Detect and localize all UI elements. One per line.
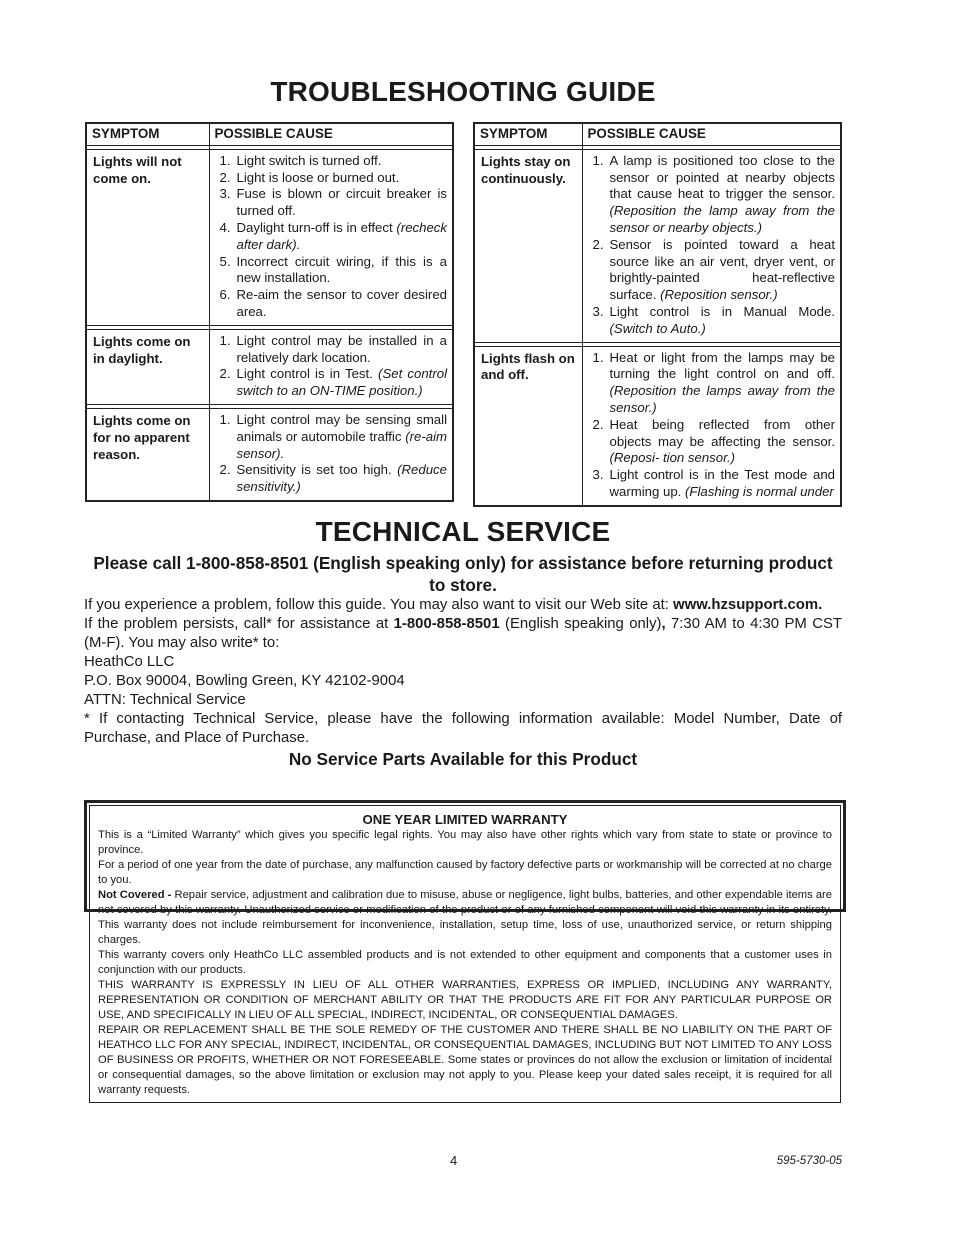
- cause-number: 2.: [219, 169, 231, 185]
- cause-number: 6.: [219, 287, 231, 303]
- cause-text-wrap: [610, 350, 836, 417]
- symptom-cell: Lights come on in daylight.: [86, 329, 209, 404]
- cause-text: Light control is in Manual Mode.: [609, 303, 835, 319]
- table-row: [86, 408, 453, 500]
- warranty-paragraph-5: THIS WARRANTY IS EXPRESSLY IN LIEU OF ALL OTHER WARRANTIES, EXPRESS OR IMPLIED, INCLUDING ANY WARRANTY, REPRESENTATION OR CONDITION OF MERCHANT ABILITY OR THAT THE PRODUCTS ARE FIT FOR ANY PARTICULAR PURPOSE OR USE, AND SPECIFICALLY IN LIEU OF ALL SPECIAL, INDIRECT, INCIDENTAL, OR CONSEQUENTIAL DAMAGES.: [98, 979, 832, 1021]
- list-item: [588, 417, 836, 467]
- phone-hours: 7:30 AM to 4:30 PM CST (M-F). You may also write* to:: [84, 616, 842, 651]
- technical-service-title: TECHNICAL SERVICE: [315, 516, 611, 547]
- list-item: [215, 462, 448, 496]
- cause-text: Heat or light from the lamps may be turning the light control on and off.: [609, 349, 835, 382]
- cause-number: 1.: [219, 411, 231, 427]
- cause-text: Incorrect circuit wiring, if this is a new installation.: [236, 253, 447, 286]
- cause-remedy-note: (Reposition sensor.): [660, 287, 778, 303]
- liability-text: REPAIR OR REPLACEMENT SHALL BE THE SOLE REMEDY OF THE CUSTOMER AND THERE SHALL BE NO LIABILITY ON THE PART OF HEATHCO LLC FOR ANY SPECIAL, INDIRECT, INCIDENTAL, OR CONSEQUENTIAL DAMAGES, INCLUDING BUT NOT LIMITED TO ANY LOSS OF BUSINESS OR PROFITS, WHETHER OR NOT FORESEEABLE.: [98, 1024, 832, 1066]
- list-item: [215, 287, 448, 321]
- cause-list: [215, 333, 448, 400]
- footnote: * If contacting Technical Service, please have the following information available: Model Number, Date of Purchase, and Place of Purchase.: [84, 711, 842, 746]
- cause-text: A lamp is positioned too close to the sensor or pointed at nearby objects that cause heat to trigger the sensor.: [609, 152, 835, 202]
- troubleshooting-title: TROUBLESHOOTING GUIDE: [270, 76, 656, 107]
- warranty-paragraph-2: For a period of one year from the date of purchase, any malfunction caused by factory defective parts or workmanship will be corrected at no charge to you.: [98, 859, 832, 886]
- cause-text-wrap: [237, 412, 448, 462]
- cause-text-wrap: [610, 467, 836, 501]
- cause-text: Heat being reflected from other objects may be affecting the sensor.: [609, 416, 835, 449]
- cause-remedy-note: (Flashing is normal under: [685, 483, 834, 499]
- page-number: 4: [450, 1153, 458, 1168]
- cause-text: Fuse is blown or circuit breaker is turned off.: [236, 186, 447, 219]
- phone-intro: If the problem persists, call* for assistance at: [84, 616, 394, 632]
- cause-number: 2.: [592, 416, 604, 432]
- cause-cell: [209, 329, 453, 404]
- list-item: [588, 304, 836, 338]
- list-item: [215, 186, 448, 220]
- troubleshooting-table-right: [473, 122, 842, 507]
- support-callout: Please call 1-800-858-8501 (English speaking only) for assistance before returning product to store.: [93, 553, 833, 595]
- possible-cause-header: POSSIBLE CAUSE: [209, 123, 453, 145]
- no-service-parts-note: No Service Parts Available for this Product: [288, 749, 638, 769]
- cause-text: Re-aim the sensor to cover desired area.: [236, 287, 447, 319]
- table-row: [474, 149, 841, 342]
- cause-cell: [209, 149, 453, 325]
- address-line-1: HeathCo LLC: [84, 654, 175, 670]
- symptom-cell: Lights stay on continuously.: [474, 149, 582, 342]
- symptom-cell: Lights come on for no apparent reason.: [86, 408, 209, 500]
- cause-number: 1.: [219, 332, 231, 348]
- phone-paragraph: [84, 615, 842, 653]
- cause-text-wrap: [610, 153, 836, 237]
- warranty-paragraph-3: [98, 888, 832, 948]
- cause-remedy-note: (Set control switch to an ON-TIME position.): [236, 366, 448, 399]
- website-intro: If you experience a problem, follow this guide. You may also want to visit our Web site at:: [84, 597, 674, 613]
- symptom-cell: Lights flash on and off.: [474, 346, 582, 506]
- warranty-paragraph-6: [98, 1023, 832, 1098]
- list-item: [215, 366, 448, 400]
- cause-text-wrap: [237, 333, 448, 367]
- exclusion-text: Some states or provinces do not allow the exclusion or limitation of incidental or consequential damages, so the above limitation or exclusion may not apply to you. Please keep your dated sales receipt, it is required for all warranty requests.: [98, 1054, 832, 1096]
- phone-language-note: (English speaking only): [499, 616, 662, 632]
- cause-list: [215, 153, 448, 321]
- cause-number: 5.: [219, 253, 231, 269]
- cause-cell: [582, 346, 841, 506]
- cause-text-wrap: [610, 304, 836, 338]
- cause-text-wrap: [237, 170, 448, 187]
- list-item: [588, 350, 836, 417]
- cause-text-wrap: [237, 462, 448, 496]
- cause-text: Sensor is pointed toward a heat source like an air vent, dryer vent, or brightly-painted heat-reflective surface.: [609, 236, 835, 303]
- cause-list: [588, 153, 836, 338]
- technical-service-body: [84, 596, 842, 748]
- cause-remedy-note: (recheck after dark).: [236, 219, 447, 252]
- cause-text-wrap: [237, 153, 448, 170]
- cause-text-wrap: [237, 220, 448, 254]
- cause-number: 3.: [592, 303, 604, 319]
- cause-remedy-note: (Reposition the lamps away from the sensor.): [609, 383, 835, 415]
- cause-number: 2.: [219, 366, 231, 382]
- cause-number: 1.: [219, 152, 231, 168]
- list-item: [588, 467, 836, 501]
- cause-text: Light is loose or burned out.: [236, 169, 400, 185]
- cause-remedy-note: (Reposi- tion sensor.): [609, 450, 736, 466]
- table-row: [86, 329, 453, 404]
- cause-number: 2.: [592, 236, 604, 252]
- list-item: [215, 170, 448, 187]
- warranty-box: [84, 800, 846, 1096]
- cause-text: Light control may be sensing small animals or automobile traffic: [236, 411, 447, 444]
- not-covered-text: Repair service, adjustment and calibration due to misuse, abuse or negligence, light bulbs, batteries, and other expendable items are not covered by this warranty. Unauthorized service or modification of the product or of any furnished component will void this warranty in its entirety. This warranty does not include reimbursement for inconvenience, installation, setup time, loss of use, unauthorized service, or return shipping charges.: [98, 889, 832, 946]
- support-website-link[interactable]: www.hzsupport.com.: [673, 597, 823, 613]
- troubleshooting-table-left: [85, 122, 454, 502]
- cause-cell: [582, 149, 841, 342]
- table-row: [86, 149, 453, 325]
- cause-text-wrap: [237, 287, 448, 321]
- cause-text-wrap: [237, 186, 448, 220]
- cause-number: 3.: [219, 186, 231, 202]
- warranty-paragraph-1: This is a “Limited Warranty” which gives you specific legal rights. You may also have other rights which vary from state to state or province to province.: [98, 829, 832, 856]
- cause-text: Light control is in Test.: [236, 366, 373, 382]
- cause-remedy-note: (Switch to Auto.): [609, 320, 706, 336]
- symptom-header: SYMPTOM: [474, 123, 582, 145]
- support-phone-number[interactable]: 1-800-858-8501: [393, 616, 500, 632]
- symptom-header: SYMPTOM: [86, 123, 209, 145]
- list-item: [215, 220, 448, 254]
- website-paragraph: [84, 596, 842, 615]
- cause-remedy-note: (re-aim sensor).: [236, 428, 447, 461]
- cause-text: Light control is in the Test mode and warming up.: [609, 467, 835, 499]
- not-covered-label: Not Covered -: [98, 889, 172, 901]
- cause-remedy-note: (Reposition the lamp away from the sensor or nearby objects.): [609, 203, 835, 235]
- cause-text: Light switch is turned off.: [236, 152, 382, 168]
- cause-list: [215, 412, 448, 496]
- cause-list: [588, 350, 836, 501]
- address-line-2: P.O. Box 90004, Bowling Green, KY 42102-9004: [84, 673, 405, 689]
- list-item: [215, 333, 448, 367]
- list-item: [215, 412, 448, 462]
- symptom-cell: Lights will not come on.: [86, 149, 209, 325]
- phone-comma: ,: [661, 616, 666, 632]
- address-line-3: ATTN: Technical Service: [84, 692, 246, 708]
- list-item: [588, 237, 836, 304]
- warranty-paragraph-4: This warranty covers only HeathCo LLC assembled products and is not extended to other equipment and components that a customer uses in conjunction with our products.: [98, 949, 832, 976]
- possible-cause-header: POSSIBLE CAUSE: [582, 123, 841, 145]
- cause-number: 4.: [219, 219, 231, 235]
- warranty-title: ONE YEAR LIMITED WARRANTY: [362, 812, 568, 827]
- cause-number: 3.: [592, 467, 604, 483]
- cause-text-wrap: [237, 254, 448, 288]
- list-item: [215, 153, 448, 170]
- cause-text-wrap: [237, 366, 448, 400]
- cause-remedy-note: (Reduce sensitivity.): [236, 462, 447, 495]
- cause-text: Light control may be installed in a relatively dark location.: [236, 332, 447, 365]
- cause-number: 1.: [592, 152, 604, 168]
- cause-text-wrap: [610, 237, 836, 304]
- document-number: 595-5730-05: [776, 1155, 842, 1167]
- list-item: [215, 254, 448, 288]
- cause-text-wrap: [610, 417, 836, 467]
- cause-text: Daylight turn-off is in effect: [236, 219, 393, 235]
- warranty-inner-frame: [89, 805, 841, 1103]
- cause-cell: [209, 408, 453, 500]
- cause-number: 1.: [592, 349, 604, 365]
- cause-number: 2.: [219, 462, 231, 478]
- cause-text: Sensitivity is set too high.: [236, 462, 392, 478]
- list-item: [588, 153, 836, 237]
- table-row: [474, 346, 841, 506]
